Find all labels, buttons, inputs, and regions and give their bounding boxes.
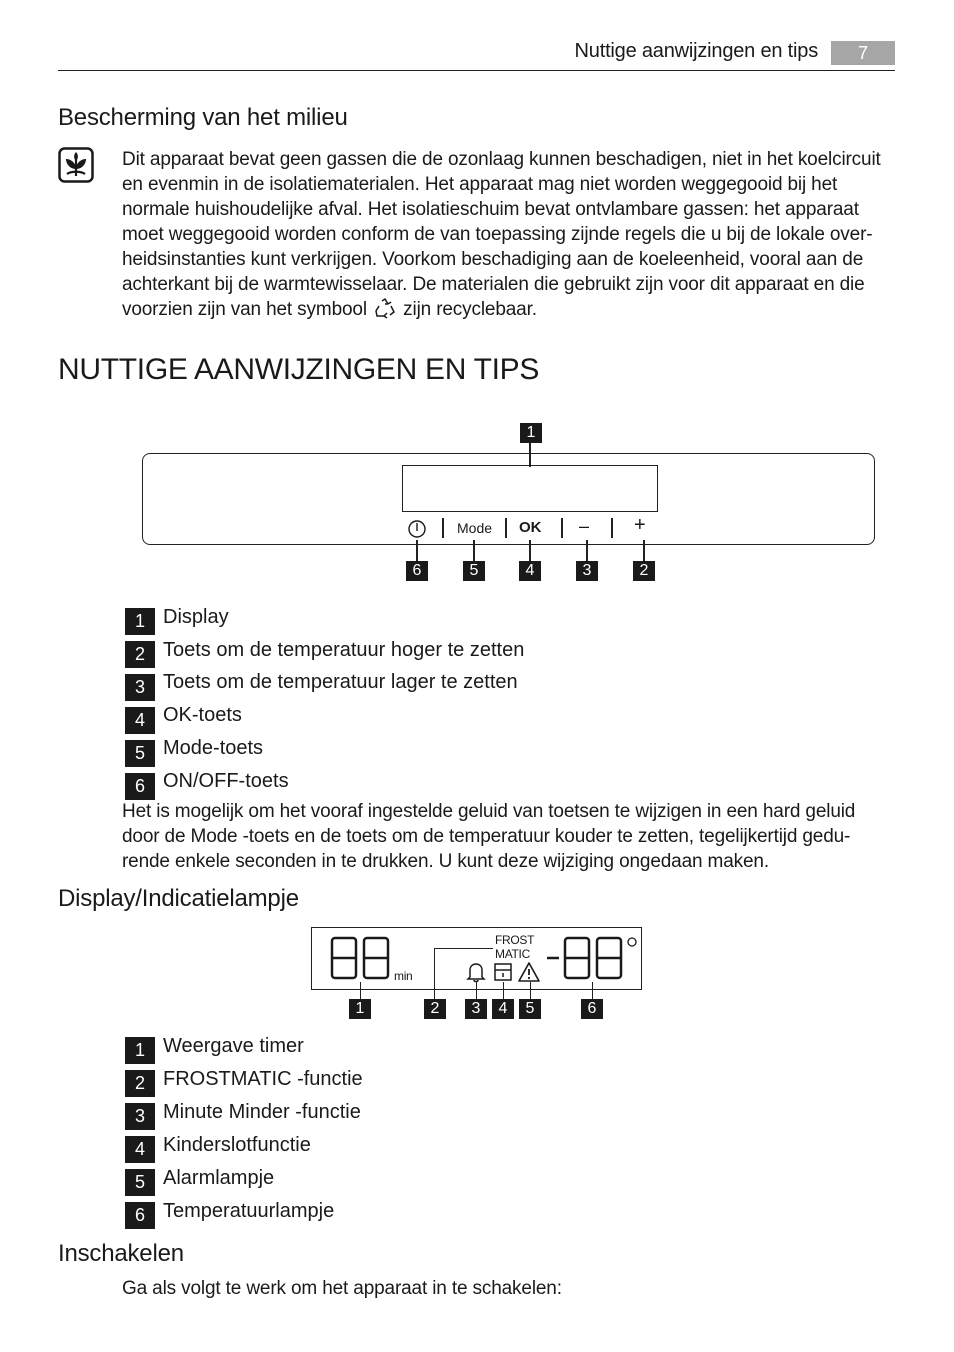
- paragraph-line: achterkant bij de warmtewisselaar. De materialen die gebruikt zijn voor dit apparaat en die: [122, 274, 865, 295]
- callout-leader: [434, 948, 435, 999]
- paragraph-line: Dit apparaat bevat geen gassen die de ozonlaag kunnen beschadigen, niet in het koelcircuit: [122, 149, 881, 170]
- eco-leaf-icon: [58, 147, 94, 183]
- min-unit-label: min: [394, 969, 413, 983]
- page-title: NUTTIGE AANWIJZINGEN EN TIPS: [58, 353, 540, 386]
- plus-button[interactable]: +: [634, 514, 646, 536]
- callout-leader: [586, 540, 588, 561]
- matic-label: MATIC: [495, 947, 530, 961]
- timer-digits-icon: [330, 935, 392, 986]
- paragraph-line: en evenmin in de isolatiematerialen. Het apparaat mag niet worden weggegooid bij het: [122, 174, 838, 195]
- mode-button[interactable]: Mode: [457, 520, 493, 536]
- lcd-callout-1: 1: [349, 999, 371, 1019]
- callout-leader: [592, 982, 593, 999]
- frost-label: FROST: [495, 933, 535, 947]
- paragraph-line: Het is mogelijk om het vooraf ingestelde geluid van toetsen te wijzigen in een hard geluid: [122, 801, 856, 822]
- environment-paragraph: [122, 147, 902, 326]
- section-heading-environment: Bescherming van het milieu: [58, 104, 348, 131]
- legend-label: Weergave timer: [163, 1035, 304, 1057]
- legend-label: Toets om de temperatuur lager te zetten: [163, 671, 518, 693]
- legend-number: 1: [125, 1037, 155, 1064]
- legend-label: Temperatuurlampje: [163, 1200, 335, 1222]
- legend-label: Kinderslotfunctie: [163, 1134, 311, 1156]
- legend-label: Alarmlampje: [163, 1167, 275, 1189]
- callout-1: 1: [520, 423, 542, 443]
- ok-button[interactable]: OK: [519, 519, 542, 536]
- recycle-icon: [374, 297, 396, 326]
- legend-label: ON/OFF-toets: [163, 770, 289, 792]
- switch-on-text: Ga als volgt te werk om het apparaat in te schakelen:: [122, 1278, 562, 1299]
- callout-2: 2: [633, 561, 655, 581]
- panel-display-window: [402, 465, 658, 512]
- legend-label: Display: [163, 606, 229, 628]
- legend-label: Minute Minder -functie: [163, 1101, 361, 1123]
- section-heading-switch-on: Inschakelen: [58, 1240, 184, 1267]
- callout-leader: [476, 982, 477, 999]
- callout-leader: [530, 982, 531, 999]
- callout-leader: [416, 540, 418, 561]
- paragraph-text: zijn recyclebaar.: [403, 299, 537, 320]
- callout-6: 6: [406, 561, 428, 581]
- legend-number: 6: [125, 773, 155, 800]
- control-separator: [505, 518, 507, 538]
- callout-leader: [473, 540, 475, 561]
- callout-leader: [360, 982, 361, 999]
- legend-label: Mode-toets: [163, 737, 264, 759]
- paragraph-line: door de Mode -toets en de toets om de temperatuur kouder te zetten, tegelijkertijd gedu-: [122, 826, 851, 847]
- legend-number: 5: [125, 1169, 155, 1196]
- legend-number: 6: [125, 1202, 155, 1229]
- running-header: Nuttige aanwijzingen en tips: [574, 40, 818, 62]
- callout-leader: [503, 982, 504, 999]
- key-sound-note: [122, 799, 912, 874]
- legend-label: FROSTMATIC -functie: [163, 1068, 363, 1090]
- callout-leader: [529, 540, 531, 561]
- paragraph-line: [122, 297, 902, 326]
- callout-4: 4: [519, 561, 541, 581]
- legend-number: 4: [125, 1136, 155, 1163]
- lcd-callout-5: 5: [519, 999, 541, 1019]
- alarm-warning-icon: [517, 961, 541, 988]
- callout-5: 5: [463, 561, 485, 581]
- paragraph-line: rende enkele seconden in te drukken. U kunt deze wijziging ongedaan maken.: [122, 851, 769, 872]
- callout-leader: [643, 540, 645, 561]
- paragraph-line: moet weggegooid worden conform de van toepassing zijnde regels die u bij de lokale over-: [122, 224, 873, 245]
- paragraph-line: normale huishoudelijke afval. Het isolatieschuim bevat ontvlambare gassen: het apparaat: [122, 199, 859, 220]
- control-separator: [442, 518, 444, 538]
- section-heading-display: Display/Indicatielampje: [58, 885, 299, 912]
- lcd-callout-4: 4: [492, 999, 514, 1019]
- legend-number: 2: [125, 641, 155, 668]
- lcd-callout-6: 6: [581, 999, 603, 1019]
- temperature-digits-icon: [545, 935, 627, 986]
- legend-number: 3: [125, 674, 155, 701]
- legend-label: Toets om de temperatuur hoger te zetten: [163, 639, 525, 661]
- legend-number: 5: [125, 740, 155, 767]
- header-divider: [58, 70, 895, 71]
- lcd-callout-2: 2: [424, 999, 446, 1019]
- lcd-callout-3: 3: [465, 999, 487, 1019]
- callout-3: 3: [576, 561, 598, 581]
- control-separator: [611, 518, 613, 538]
- paragraph-line: heidsinstanties kunt verkrijgen. Voorkom beschadiging aan de koeleenheid, vooral aan de: [122, 249, 864, 270]
- minus-button[interactable]: –: [579, 516, 590, 536]
- paragraph-text: voorzien zijn van het symbool: [122, 299, 367, 320]
- callout-leader: [434, 948, 493, 949]
- legend-label: OK-toets: [163, 704, 242, 726]
- degree-icon: [626, 935, 638, 953]
- control-separator: [561, 518, 563, 538]
- page-number: 7: [831, 41, 895, 65]
- legend-number: 2: [125, 1070, 155, 1097]
- legend-number: 3: [125, 1103, 155, 1130]
- legend-number: 1: [125, 608, 155, 635]
- legend-number: 4: [125, 707, 155, 734]
